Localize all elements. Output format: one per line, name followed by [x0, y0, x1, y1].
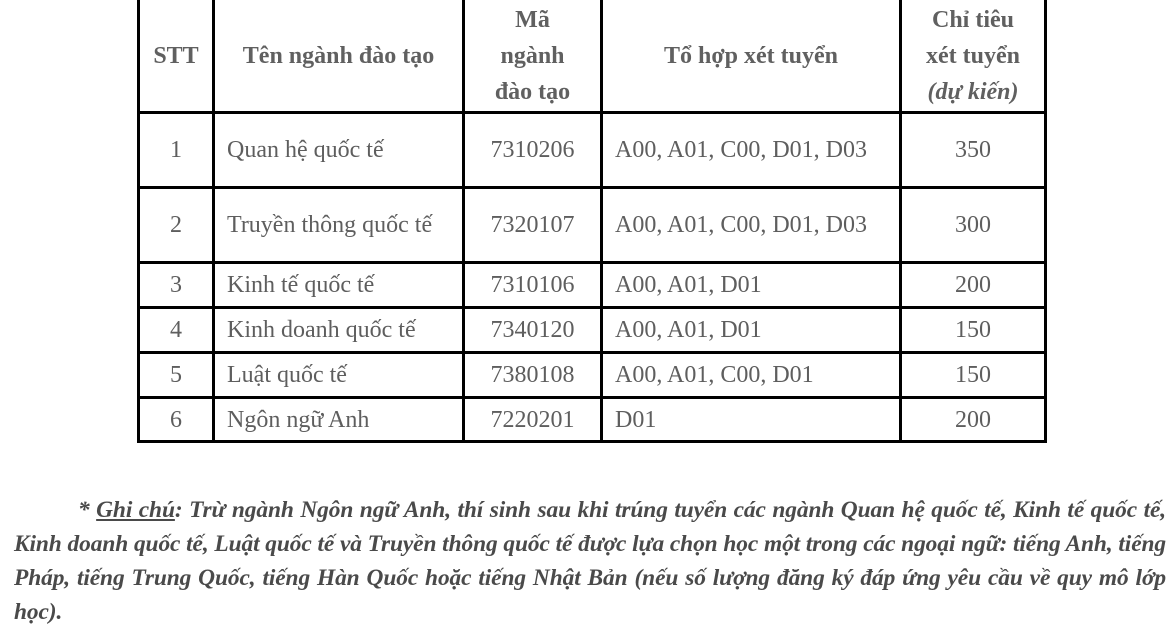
header-quota [901, 0, 1046, 113]
cell-quota: 150 [901, 308, 1046, 353]
header-quota-note: (dự kiến) [927, 78, 1019, 105]
cell-stt: 1 [139, 113, 214, 188]
header-subject-combination: Tổ hợp xét tuyển [602, 0, 901, 113]
cell-subject-combination: D01 [602, 398, 901, 442]
cell-subject-combination: A00, A01, D01 [602, 308, 901, 353]
footnote-label: Ghi chú [96, 497, 175, 524]
cell-quota: 350 [901, 113, 1046, 188]
header-code-line-2: ngành [500, 42, 565, 69]
cell-quota: 300 [901, 188, 1046, 263]
table-row [139, 308, 1046, 353]
cell-stt: 5 [139, 353, 214, 398]
cell-subject-combination: A00, A01, C00, D01 [602, 353, 901, 398]
cell-program-code: 7340120 [464, 308, 602, 353]
cell-quota: 200 [901, 398, 1046, 442]
cell-quota: 200 [901, 263, 1046, 308]
footnote-text: : Trừ ngành Ngôn ngữ Anh, thí sinh sau khi trúng tuyển các ngành Quan hệ quốc tế, Kinh tế quốc tế, Kinh doanh quốc tế, Luật quốc tế và Truyền thông quốc tế được lựa chọn học một trong các ngoại ngữ: tiếng Anh, tiếng Pháp, tiếng Trung Quốc, tiếng Hàn Quốc hoặc tiếng Nhật Bản (nếu số lượng đăng ký đáp ứng yêu cầu về quy mô lớp học). [14, 497, 1167, 626]
cell-quota: 150 [901, 353, 1046, 398]
cell-program-name: Kinh tế quốc tế [214, 263, 464, 308]
table-row [139, 353, 1046, 398]
cell-program-code: 7220201 [464, 398, 602, 442]
header-quota-line-1: Chỉ tiêu [931, 6, 1014, 33]
cell-program-code: 7320107 [464, 188, 602, 263]
cell-program-name: Ngôn ngữ Anh [214, 398, 464, 442]
cell-program-code: 7310106 [464, 263, 602, 308]
cell-stt: 6 [139, 398, 214, 442]
cell-program-name: Quan hệ quốc tế [214, 113, 464, 188]
table-row [139, 188, 1046, 263]
table-row [139, 113, 1046, 188]
admissions-table [137, 0, 1047, 443]
header-stt: STT [139, 0, 214, 113]
table-row [139, 398, 1046, 442]
cell-stt: 3 [139, 263, 214, 308]
cell-subject-combination: A00, A01, D01 [602, 263, 901, 308]
cell-stt: 2 [139, 188, 214, 263]
header-code-line-1: Mã [515, 6, 550, 33]
cell-program-name: Truyền thông quốc tế [214, 188, 464, 263]
table-header-row [139, 0, 1046, 113]
cell-program-code: 7380108 [464, 353, 602, 398]
cell-stt: 4 [139, 308, 214, 353]
header-code-line-3: đào tạo [494, 78, 571, 105]
cell-program-name: Luật quốc tế [214, 353, 464, 398]
cell-subject-combination: A00, A01, C00, D01, D03 [602, 188, 901, 263]
footnote-asterisk: * [78, 497, 97, 524]
admissions-table-container [137, 0, 1047, 443]
header-program-code [464, 0, 602, 113]
cell-program-code: 7310206 [464, 113, 602, 188]
header-program-name: Tên ngành đào tạo [214, 0, 464, 113]
header-quota-line-2: xét tuyển [926, 42, 1020, 69]
cell-program-name: Kinh doanh quốc tế [214, 308, 464, 353]
table-row [139, 263, 1046, 308]
footnote [14, 493, 1166, 629]
cell-subject-combination: A00, A01, C00, D01, D03 [602, 113, 901, 188]
